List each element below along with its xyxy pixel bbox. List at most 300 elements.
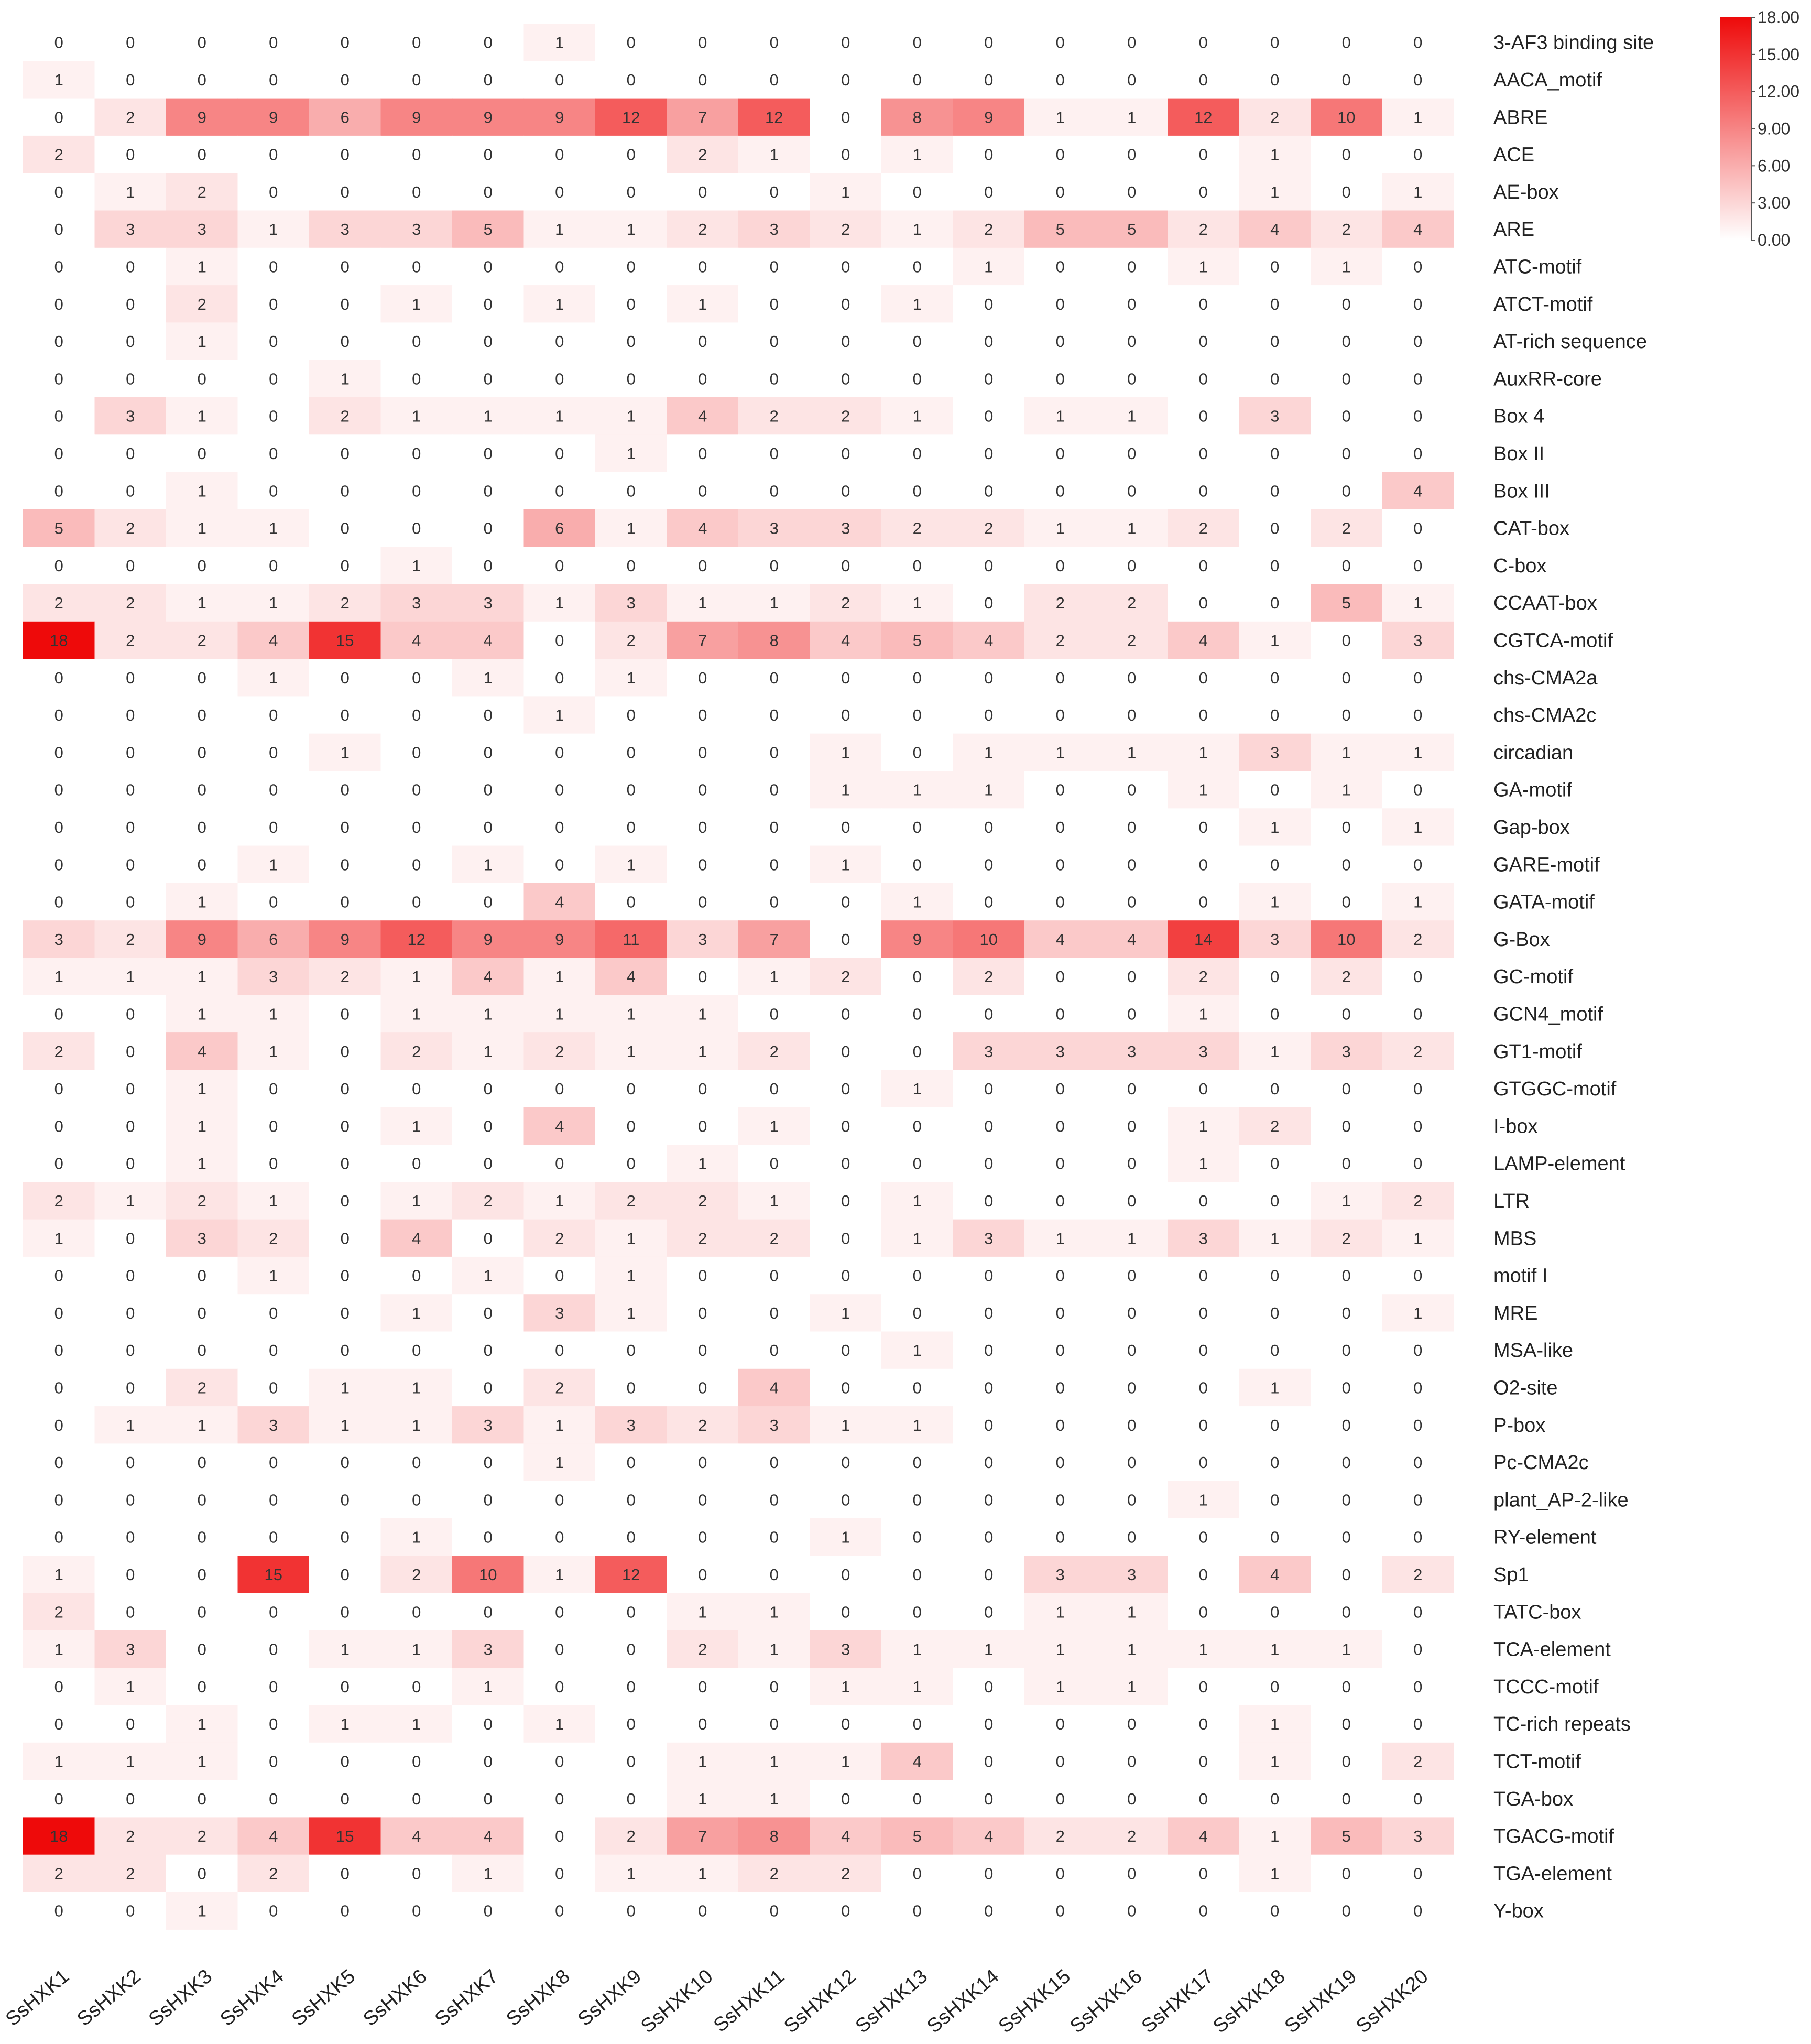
cell-value-label: 0 [483, 1303, 493, 1322]
cell-value-label: 0 [1270, 556, 1280, 575]
cell-value-label: 0 [912, 1453, 922, 1472]
cell-value-label: 5 [1055, 220, 1065, 239]
cell-value-label: 1 [269, 594, 278, 613]
cell-value-label: 0 [841, 556, 850, 575]
cell-value-label: 0 [54, 1901, 63, 1920]
cell-value-label: 1 [626, 1229, 636, 1248]
cell-value-label: 0 [1055, 668, 1065, 687]
cell-value-label: 1 [841, 182, 850, 201]
cell-value-label: 1 [269, 1191, 278, 1210]
cell-value-label: 0 [984, 1080, 994, 1099]
cell-value-label: 0 [626, 1117, 636, 1136]
cell-value-label: 0 [841, 482, 850, 501]
cell-value-label: 0 [483, 1453, 493, 1472]
cell-value-label: 0 [412, 1789, 421, 1808]
cell-value-label: 0 [483, 70, 493, 89]
cell-value-label: 0 [626, 1154, 636, 1173]
cell-value-label: 0 [1127, 145, 1137, 164]
cell-value-label: 0 [126, 1789, 135, 1808]
cell-value-label: 0 [769, 482, 779, 501]
cell-value-label: 0 [984, 1005, 994, 1024]
cell-value-label: 0 [1413, 1453, 1423, 1472]
row-label: O2-site [1493, 1377, 1558, 1399]
column-label: SsHXK11 [709, 1965, 789, 2037]
cell-value-label: 0 [626, 182, 636, 201]
cell-value-label: 0 [1198, 1303, 1208, 1322]
cell-value-label: 1 [698, 1042, 707, 1061]
cell-value-label: 2 [340, 407, 350, 426]
cell-value-label: 0 [912, 855, 922, 874]
cell-value-label: 0 [1413, 70, 1423, 89]
cell-value-label: 0 [1413, 1416, 1423, 1434]
cell-value-label: 1 [555, 33, 564, 52]
cell-value-label: 2 [1198, 967, 1208, 986]
row-label: TCCC-motif [1493, 1676, 1599, 1698]
cell-value-label: 3 [1198, 1229, 1208, 1248]
cell-value-label: 0 [54, 1080, 63, 1099]
cell-value-label: 0 [1127, 1528, 1137, 1547]
cell-value-label: 0 [912, 482, 922, 501]
cell-value-label: 0 [340, 257, 350, 276]
cell-value-label: 0 [197, 1677, 206, 1696]
cell-value-label: 0 [1341, 33, 1351, 52]
cell-value-label: 1 [269, 1042, 278, 1061]
cell-value-label: 0 [340, 1491, 350, 1509]
cell-value-label: 0 [626, 295, 636, 313]
cell-value-label: 1 [483, 1266, 493, 1285]
row-label: CGTCA-motif [1493, 629, 1613, 652]
cell-value-label: 0 [1055, 1901, 1065, 1920]
cell-value-label: 0 [841, 1565, 850, 1584]
cell-value-label: 0 [412, 706, 421, 725]
cell-value-label: 0 [626, 706, 636, 725]
cell-value-label: 0 [1270, 1491, 1280, 1509]
cell-value-label: 0 [126, 1378, 135, 1397]
cell-value-label: 0 [412, 332, 421, 351]
cell-value-label: 1 [197, 1154, 206, 1173]
cell-value-label: 0 [1341, 631, 1351, 650]
cell-value-label: 4 [1198, 1827, 1208, 1846]
cell-value-label: 0 [126, 893, 135, 911]
cell-value-label: 1 [1055, 407, 1065, 426]
cell-value-label: 0 [1270, 519, 1280, 538]
cell-value-label: 1 [769, 1752, 779, 1771]
cell-value-label: 1 [483, 1677, 493, 1696]
cell-value-label: 1 [1198, 743, 1208, 762]
cell-value-label: 0 [984, 1528, 994, 1547]
cell-value-label: 0 [126, 1341, 135, 1360]
cell-value-label: 3 [841, 519, 850, 538]
cell-value-label: 0 [54, 1266, 63, 1285]
cell-value-label: 0 [1198, 1080, 1208, 1099]
cell-value-label: 0 [841, 1453, 850, 1472]
cell-value-label: 0 [769, 1677, 779, 1696]
column-label: SsHXK8 [502, 1965, 574, 2031]
cell-value-label: 2 [340, 594, 350, 613]
cell-value-label: 0 [1270, 482, 1280, 501]
cell-value-label: 9 [912, 930, 922, 949]
cell-value-label: 0 [1127, 1005, 1137, 1024]
cell-value-label: 0 [54, 743, 63, 762]
cell-value-label: 0 [555, 631, 564, 650]
cell-value-label: 0 [912, 1378, 922, 1397]
cell-value-label: 0 [698, 1453, 707, 1472]
cell-value-label: 1 [412, 1416, 421, 1434]
cell-value-label: 4 [841, 631, 850, 650]
cell-value-label: 1 [412, 1715, 421, 1734]
cell-value-label: 0 [126, 1565, 135, 1584]
cell-value-label: 0 [269, 1080, 278, 1099]
cell-value-label: 1 [197, 407, 206, 426]
cell-value-label: 0 [1270, 1789, 1280, 1808]
cell-value-label: 0 [340, 1752, 350, 1771]
cell-value-label: 6 [555, 519, 564, 538]
cell-value-label: 1 [197, 1080, 206, 1099]
cell-value-label: 0 [197, 1603, 206, 1622]
cell-value-label: 1 [1127, 108, 1137, 127]
cell-value-label: 1 [54, 70, 63, 89]
cell-value-label: 0 [626, 1715, 636, 1734]
cell-value-label: 0 [269, 1752, 278, 1771]
cell-value-label: 1 [1127, 519, 1137, 538]
cell-value-label: 1 [769, 1640, 779, 1659]
cell-value-label: 0 [1055, 1154, 1065, 1173]
cell-value-label: 0 [984, 1565, 994, 1584]
cell-value-label: 1 [1413, 743, 1423, 762]
cell-value-label: 0 [412, 1752, 421, 1771]
cell-value-label: 0 [1127, 1416, 1137, 1434]
cell-value-label: 2 [1341, 967, 1351, 986]
row-label: TCT-motif [1493, 1751, 1581, 1773]
row-label: 3-AF3 binding site [1493, 31, 1654, 54]
cell-value-label: 1 [412, 967, 421, 986]
cell-value-label: 4 [555, 893, 564, 911]
cell-value-label: 0 [126, 369, 135, 388]
cell-value-label: 3 [269, 967, 278, 986]
cell-value-label: 0 [197, 1528, 206, 1547]
cell-value-label: 1 [197, 1117, 206, 1136]
cell-value-label: 1 [412, 1191, 421, 1210]
cell-value-label: 0 [269, 706, 278, 725]
cell-value-label: 0 [626, 1640, 636, 1659]
cell-value-label: 0 [412, 1603, 421, 1622]
cell-value-label: 0 [269, 1715, 278, 1734]
cell-value-label: 0 [1413, 1677, 1423, 1696]
row-label: Gap-box [1493, 816, 1570, 839]
cell-value-label: 0 [984, 556, 994, 575]
column-label: SsHXK14 [923, 1965, 1003, 2038]
cell-value-label: 0 [769, 855, 779, 874]
cell-value-label: 0 [340, 780, 350, 799]
cell-value-label: 0 [1127, 482, 1137, 501]
cell-value-label: 0 [555, 855, 564, 874]
cell-value-label: 0 [555, 780, 564, 799]
cell-value-label: 1 [626, 407, 636, 426]
cell-value-label: 0 [1413, 1640, 1423, 1659]
cell-value-label: 0 [841, 1491, 850, 1509]
cell-value-label: 0 [1127, 1191, 1137, 1210]
cell-value-label: 0 [555, 668, 564, 687]
cell-value-label: 9 [340, 930, 350, 949]
cell-value-label: 0 [1198, 1565, 1208, 1584]
cell-value-label: 0 [1127, 1491, 1137, 1509]
cell-value-label: 0 [1341, 855, 1351, 874]
cell-value-label: 0 [1413, 1378, 1423, 1397]
cell-value-label: 0 [269, 70, 278, 89]
cell-value-label: 0 [197, 706, 206, 725]
cell-value-label: 0 [1127, 818, 1137, 836]
cell-value-label: 0 [984, 1453, 994, 1472]
cell-value-label: 0 [555, 556, 564, 575]
row-label: ATCT-motif [1493, 293, 1593, 316]
cell-value-label: 1 [555, 1005, 564, 1024]
cell-value-label: 1 [698, 1005, 707, 1024]
cell-value-label: 0 [912, 1005, 922, 1024]
cell-value-label: 2 [912, 519, 922, 538]
cell-value-label: 1 [912, 594, 922, 613]
cell-value-label: 0 [841, 1191, 850, 1210]
cell-value-label: 0 [412, 33, 421, 52]
cell-value-label: 1 [1413, 594, 1423, 613]
cell-value-label: 0 [555, 145, 564, 164]
cell-value-label: 0 [269, 1491, 278, 1509]
cell-value-label: 0 [1270, 967, 1280, 986]
cell-value-label: 0 [1055, 893, 1065, 911]
cell-value-label: 1 [769, 594, 779, 613]
cell-value-label: 0 [126, 295, 135, 313]
cell-value-label: 0 [698, 444, 707, 463]
cell-value-label: 4 [483, 967, 493, 986]
cell-value-label: 1 [841, 1303, 850, 1322]
cell-value-label: 1 [54, 967, 63, 986]
cell-value-label: 1 [912, 407, 922, 426]
cell-value-label: 0 [483, 182, 493, 201]
cell-value-label: 1 [555, 594, 564, 613]
cell-value-label: 1 [1270, 1042, 1280, 1061]
cell-value-label: 2 [1198, 519, 1208, 538]
row-label: LTR [1493, 1190, 1530, 1212]
cell-value-label: 1 [197, 332, 206, 351]
cell-value-label: 0 [1198, 706, 1208, 725]
cell-value-label: 0 [1055, 1341, 1065, 1360]
cell-value-label: 0 [841, 1901, 850, 1920]
column-label: SsHXK7 [431, 1965, 503, 2031]
cell-value-label: 1 [1055, 1640, 1065, 1659]
cell-value-label: 0 [841, 33, 850, 52]
cell-value-label: 1 [54, 1565, 63, 1584]
cell-value-label: 0 [412, 444, 421, 463]
cell-value-label: 0 [340, 444, 350, 463]
cell-value-label: 0 [197, 1864, 206, 1883]
cell-value-label: 12 [622, 108, 640, 127]
cell-value-label: 5 [1341, 594, 1351, 613]
cell-value-label: 1 [1198, 257, 1208, 276]
cell-value-label: 0 [126, 33, 135, 52]
cell-value-label: 0 [1198, 1901, 1208, 1920]
cell-value-label: 0 [412, 1341, 421, 1360]
cell-value-label: 0 [483, 1378, 493, 1397]
cell-value-label: 0 [1198, 855, 1208, 874]
cell-value-label: 1 [483, 668, 493, 687]
cell-value-label: 0 [841, 1266, 850, 1285]
cell-value-label: 0 [1270, 1603, 1280, 1622]
cell-value-label: 1 [769, 1117, 779, 1136]
cell-value-label: 1 [1270, 631, 1280, 650]
cell-value-label: 0 [126, 1266, 135, 1285]
row-label: Box III [1493, 480, 1550, 503]
cell-value-label: 0 [698, 1528, 707, 1547]
cell-value-label: 8 [769, 631, 779, 650]
cell-value-label: 0 [54, 1715, 63, 1734]
cell-value-label: 5 [1341, 1827, 1351, 1846]
cell-value-label: 3 [698, 930, 707, 949]
cell-value-label: 2 [197, 1827, 206, 1846]
cell-value-label: 2 [126, 1864, 135, 1883]
cell-value-label: 0 [1198, 1864, 1208, 1883]
cell-value-label: 5 [1127, 220, 1137, 239]
cell-value-label: 0 [1341, 407, 1351, 426]
cell-value-label: 0 [54, 1303, 63, 1322]
cell-value-label: 0 [1341, 1491, 1351, 1509]
cell-value-label: 0 [412, 257, 421, 276]
cell-value-label: 2 [698, 145, 707, 164]
cell-value-label: 3 [1198, 1042, 1208, 1061]
cell-value-label: 0 [1413, 1005, 1423, 1024]
cell-value-label: 5 [912, 1827, 922, 1846]
cell-value-label: 0 [1055, 33, 1065, 52]
cell-value-label: 10 [1337, 108, 1356, 127]
cell-value-label: 0 [1341, 1341, 1351, 1360]
cell-value-label: 0 [483, 332, 493, 351]
column-label: SsHXK17 [1137, 1965, 1218, 2038]
cell-value-label: 0 [769, 1266, 779, 1285]
cell-value-label: 2 [698, 220, 707, 239]
cell-value-label: 1 [1341, 780, 1351, 799]
cell-value-label: 0 [340, 1901, 350, 1920]
cell-value-label: 2 [54, 1191, 63, 1210]
cell-value-label: 1 [340, 1416, 350, 1434]
cell-value-label: 0 [984, 145, 994, 164]
cell-value-label: 0 [984, 1154, 994, 1173]
cell-value-label: 0 [340, 1603, 350, 1622]
cell-value-label: 0 [912, 1528, 922, 1547]
cell-value-label: 0 [269, 1378, 278, 1397]
cell-value-label: 0 [483, 482, 493, 501]
cell-value-label: 9 [984, 108, 994, 127]
cell-value-label: 3 [54, 930, 63, 949]
cell-value-label: 1 [197, 594, 206, 613]
cell-value-label: 0 [483, 1528, 493, 1547]
cell-value-label: 2 [126, 1827, 135, 1846]
cell-value-label: 0 [1055, 1416, 1065, 1434]
cell-value-label: 2 [1055, 594, 1065, 613]
cell-value-label: 0 [340, 519, 350, 538]
cell-value-label: 2 [412, 1042, 421, 1061]
cell-value-label: 1 [912, 220, 922, 239]
cell-value-label: 0 [984, 1117, 994, 1136]
row-label: GC-motif [1493, 966, 1573, 988]
cell-value-label: 4 [1198, 631, 1208, 650]
cell-value-label: 0 [1341, 145, 1351, 164]
cell-value-label: 0 [269, 1453, 278, 1472]
cell-value-label: 0 [1198, 1378, 1208, 1397]
cell-value-label: 8 [912, 108, 922, 127]
cell-value-label: 0 [1127, 1378, 1137, 1397]
cell-value-label: 0 [698, 668, 707, 687]
cell-value-label: 0 [1270, 1191, 1280, 1210]
cell-value-label: 0 [269, 743, 278, 762]
cell-value-label: 0 [698, 369, 707, 388]
cell-value-label: 0 [340, 1266, 350, 1285]
cell-value-label: 0 [841, 1378, 850, 1397]
cell-value-label: 4 [626, 967, 636, 986]
cell-value-label: 2 [483, 1191, 493, 1210]
cell-value-label: 0 [1055, 295, 1065, 313]
cell-value-label: 12 [407, 930, 426, 949]
cell-value-label: 1 [1198, 1640, 1208, 1659]
cell-value-label: 1 [1270, 1378, 1280, 1397]
cell-value-label: 0 [1270, 855, 1280, 874]
cell-value-label: 1 [1270, 182, 1280, 201]
row-label: Box II [1493, 442, 1545, 465]
cell-value-label: 0 [412, 1677, 421, 1696]
cell-value-label: 0 [769, 369, 779, 388]
cell-value-label: 0 [1055, 482, 1065, 501]
cell-value-label: 0 [340, 332, 350, 351]
cell-value-label: 0 [1270, 706, 1280, 725]
cell-value-label: 0 [841, 444, 850, 463]
cell-value-label: 4 [197, 1042, 206, 1061]
cell-value-label: 0 [1198, 407, 1208, 426]
column-label: SsHXK13 [851, 1965, 932, 2038]
cell-value-label: 0 [340, 1864, 350, 1883]
cell-value-label: 0 [841, 1603, 850, 1622]
cell-value-label: 0 [54, 818, 63, 836]
cell-value-label: 12 [622, 1565, 640, 1584]
cell-value-label: 4 [412, 1827, 421, 1846]
cell-value-label: 0 [769, 295, 779, 313]
cell-value-label: 1 [197, 257, 206, 276]
cell-value-label: 0 [340, 893, 350, 911]
cell-value-label: 0 [698, 706, 707, 725]
cell-value-label: 1 [1055, 1229, 1065, 1248]
cell-value-label: 0 [483, 295, 493, 313]
cell-value-label: 3 [412, 220, 421, 239]
cell-value-label: 3 [555, 1303, 564, 1322]
column-label: SsHXK12 [780, 1965, 860, 2038]
cell-value-label: 0 [126, 743, 135, 762]
cell-value-label: 0 [483, 780, 493, 799]
cell-value-label: 0 [1055, 1005, 1065, 1024]
cell-value-label: 0 [841, 1042, 850, 1061]
cell-value-label: 0 [1341, 1864, 1351, 1883]
cell-value-label: 0 [412, 1266, 421, 1285]
cell-value-label: 0 [1198, 893, 1208, 911]
cell-value-label: 0 [1055, 257, 1065, 276]
cell-value-label: 2 [126, 930, 135, 949]
cell-value-label: 0 [769, 1528, 779, 1547]
cell-value-label: 0 [555, 1266, 564, 1285]
cell-value-label: 11 [623, 930, 640, 949]
cell-value-label: 0 [269, 893, 278, 911]
colorbar-tick-label: 18.00 [1758, 8, 1800, 27]
cell-value-label: 0 [912, 1901, 922, 1920]
cell-value-label: 4 [1270, 220, 1280, 239]
cell-value-label: 3 [1055, 1042, 1065, 1061]
cell-value-label: 2 [1413, 1042, 1423, 1061]
cell-value-label: 0 [626, 332, 636, 351]
cell-value-label: 0 [412, 780, 421, 799]
